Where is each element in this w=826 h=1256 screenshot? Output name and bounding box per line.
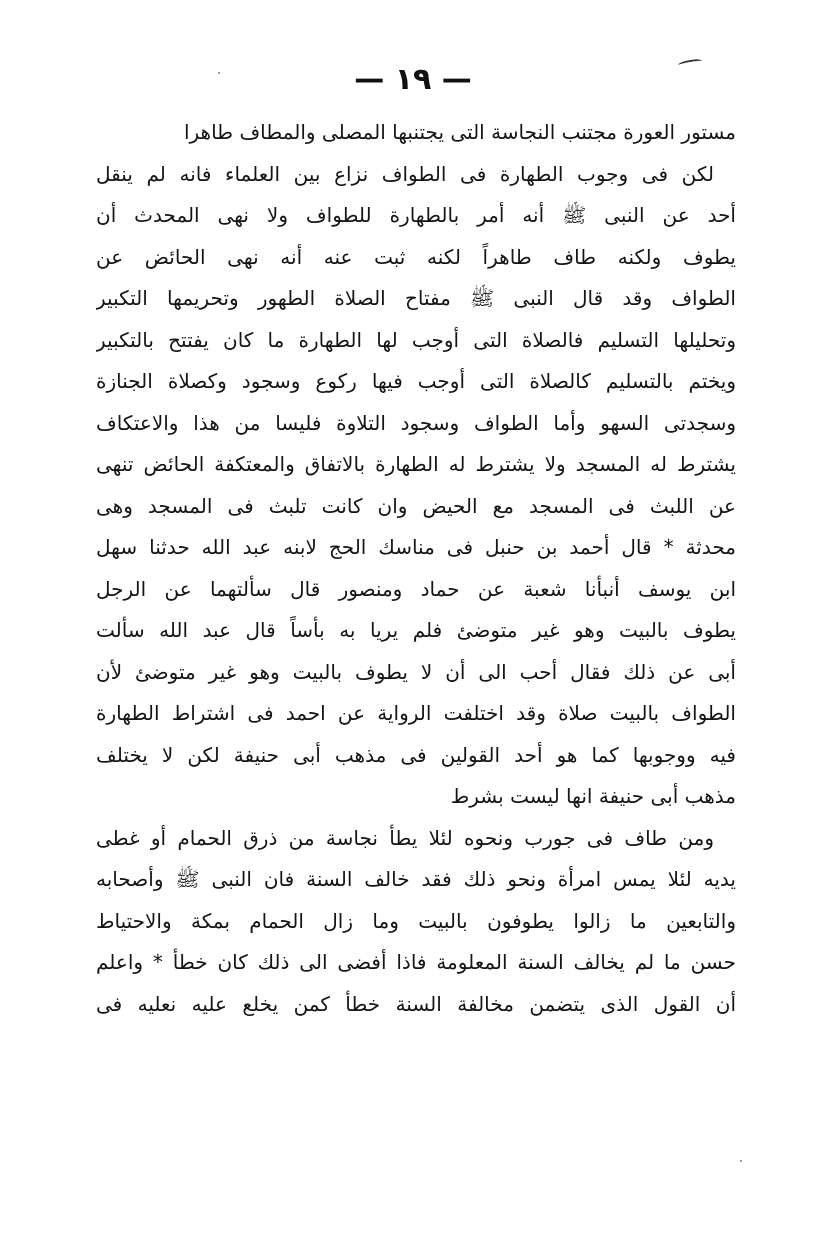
text-line: أبى عن ذلك فقال أحب الى أن لا يطوف بالبيت وهو غير متوضئ لأن <box>96 659 736 684</box>
text-line: يطوف بالبيت وهو غير متوضئ فلم يريا به بأساً قال عبد الله سألت <box>96 618 736 642</box>
text-line: الطواف وقد قال النبى ﷺ مفتاح الصلاة الطهور وتحريمها التكبير <box>96 286 736 310</box>
text-line: عن اللبث فى المسجد مع الحيض وان كانت تلبث فى المسجد وهى <box>96 493 736 518</box>
text-line: ويختم بالتسليم كالصلاة التى أوجب فيها ركوع وسجود وكصلاة الجنازة <box>96 369 736 393</box>
text-line: مذهب أبى حنيفة انها ليست بشرط <box>450 784 736 808</box>
page-number: — ١٩ — <box>354 62 472 97</box>
ink-speck <box>740 1160 742 1162</box>
text-line: ومن طاف فى جورب ونحوه لئلا يطأ نجاسة من ذرق الحمام أو غطى <box>96 825 714 850</box>
text-line: مستور العورة مجتنب النجاسة التى يجتنبها المصلى والمطاف طاهرا <box>183 120 736 144</box>
text-line: حسن ما لم يخالف السنة المعلومة فاذا أفضى الى ذلك كان خطأ * واعلم <box>96 950 736 974</box>
text-line: يديه لئلا يمس امرأة ونحو ذلك فقد خالف السنة فان النبى ﷺ وأصحابه <box>96 867 736 891</box>
text-line: يطوف ولكنه طاف طاهراً لكنه ثبت عنه أنه نهى الحائض عن <box>96 244 736 269</box>
text-line: أحد عن النبى ﷺ أنه أمر بالطهارة للطواف ولا نهى المحدث أن <box>96 203 736 227</box>
text-line: وتحليلها التسليم فالصلاة التى أوجب لها الطهارة ما كان يفتتح بالتكبير <box>96 327 736 352</box>
text-line: أن القول الذى يتضمن مخالفة السنة خطأ كمن يخلع عليه نعليه فى <box>96 991 736 1016</box>
text-line: ابن يوسف أنبأنا شعبة عن حماد ومنصور قال سألتهما عن الرجل <box>96 576 736 601</box>
text-line: والتابعين ما زالوا يطوفون بالبيت وما زال الحمام بمكة والاحتياط <box>96 908 736 933</box>
text-line: وسجدتى السهو وأما الطواف وسجود التلاوة فليسا من هذا والاعتكاف <box>96 410 736 435</box>
text-line: محدثة * قال أحمد بن حنبل فى مناسك الحج لابنه عبد الله حدثنا سهل <box>96 535 736 559</box>
text-line: فيه ووجوبها كما هو أحد القولين فى مذهب أبى حنيفة لكن لا يختلف <box>96 742 736 767</box>
text-line: الطواف بالبيت صلاة وقد اختلفت الرواية عن احمد فى اشتراط الطهارة <box>96 701 736 725</box>
text-line: لكن فى وجوب الطهارة فى الطواف نزاع بين العلماء فانه لم ينقل <box>96 161 714 186</box>
text-line: يشترط له المسجد ولا يشترط له الطهارة بالاتفاق والمعتكفة الحائض تنهى <box>96 452 736 476</box>
body-text <box>96 112 736 1025</box>
